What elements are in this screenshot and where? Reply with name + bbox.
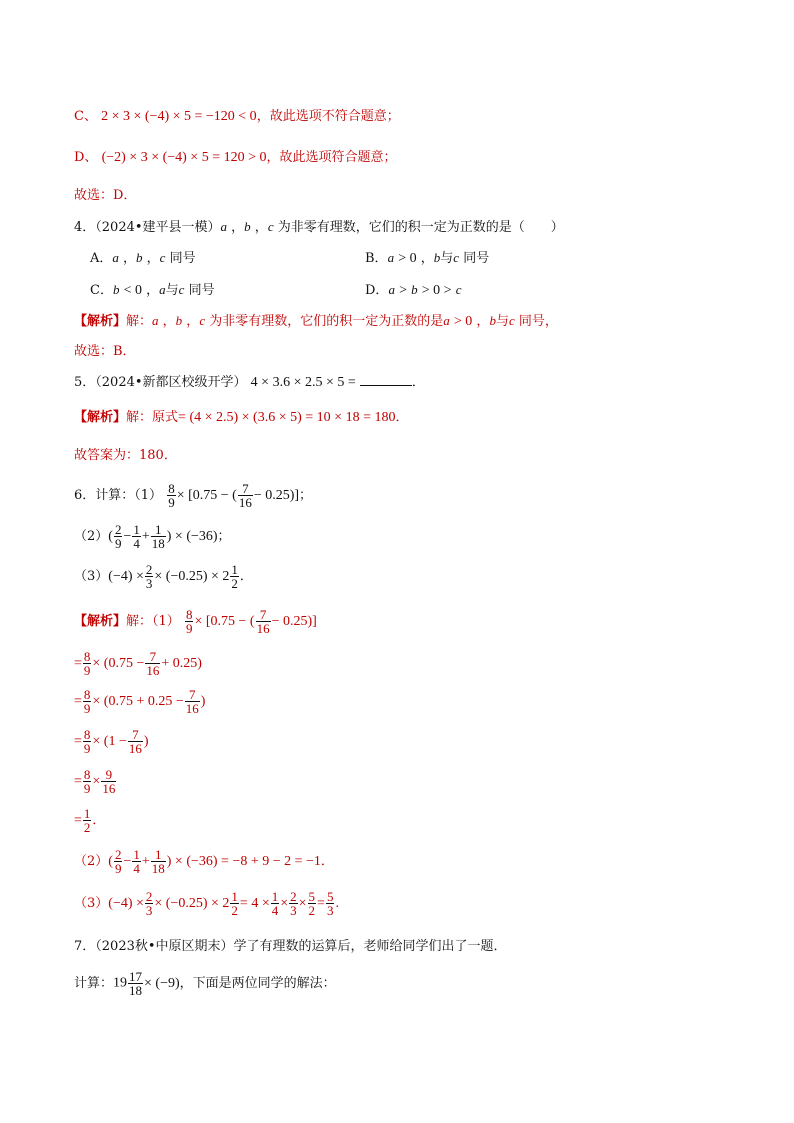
q4-solution: 【解析】解：a ，b ，c 为非零有理数，它们的积一定为正数的是a > 0 ，b与c 同号， <box>74 313 558 329</box>
d-expression: (−2) × 3 × (−4) × 5 = 120 > 0 <box>101 150 267 165</box>
q6-step2: = $\frac{8}{9}$ × (0.75 + 0.25 − $\frac{7}{16}$ ) <box>74 687 206 716</box>
question-7-calc: 计算：19 $\frac{17}{18}$ × (−9)，下面是两位同学的解法： <box>74 969 336 998</box>
answer-q3: 故选：D． <box>74 188 137 203</box>
question-6-part3: （3）(−4) × $\frac{2}{3}$ × (−0.25) × 2 $\frac{1}{2}$ ． <box>74 562 253 591</box>
question-7-stem: 7．（2023秋•中原区期末）学了有理数的运算后，老师给同学们出了一题． <box>74 939 507 954</box>
q4-option-a: A．a ，b ，c 同号 <box>90 250 196 266</box>
question-6-part1: 6．计算：（1） $\frac{8}{9}$ × [0.75 − ( $\frac{7}{16}$ − 0.25)]； <box>74 481 313 510</box>
q6-solution-part2: （2）( $\frac{2}{9}$ − $\frac{1}{4}$ + $\frac{1}{18}$ ) × (−36) = −8 + 9 − 2 = −1． <box>74 847 334 876</box>
q4-option-d: D．a > b > 0 > c <box>365 282 462 298</box>
q6-solution-part3: （3）(−4) × $\frac{2}{3}$ × (−0.25) × 2 $\frac{1}{2}$ = 4 × $\frac{1}{4}$ × $\frac{2}{3}$ × $\frac{5}{2}$ = $\frac{5}{3}$ . <box>74 889 339 918</box>
solution-d-line: D、 (−2) × 3 × (−4) × 5 = 120 > 0，故此选项符合题意； <box>74 150 397 165</box>
q6-step4: = $\frac{8}{9}$ × $\frac{9}{16}$ <box>74 767 116 796</box>
q6-step3: = $\frac{8}{9}$ × (1 − $\frac{7}{16}$ ) <box>74 727 149 756</box>
q5-solution: 【解析】解：原式= (4 × 2.5) × (3.6 × 5) = 10 × 18 = 180． <box>74 410 409 425</box>
q4-option-c: C．b < 0 ，a与c 同号 <box>90 282 215 298</box>
c-expression: 2 × 3 × (−4) × 5 = −120 < 0 <box>101 109 257 124</box>
q6-solution-part1: 【解析】解：（1） $\frac{8}{9}$ × [0.75 − ( $\frac{7}{16}$ − 0.25)] <box>74 607 317 636</box>
question-5-stem: 5．（2024•新都区校级开学） 4 × 3.6 × 2.5 × 5 = ． <box>74 375 425 390</box>
answer-q5: 故答案为：180． <box>74 448 177 463</box>
q4-option-b: B．a > 0 ，b与c 同号 <box>365 250 490 266</box>
question-6-part2: （2）( $\frac{2}{9}$ − $\frac{1}{4}$ + $\frac{1}{18}$ ) × (−36)； <box>74 522 231 551</box>
solution-c-line: C、 2 × 3 × (−4) × 5 = −120 < 0，故此选项不符合题意； <box>74 109 400 124</box>
question-4-stem: 4．（2024•建平县一模）a ，b ，c 为非零有理数，它们的积一定为正数的是（ ） <box>74 219 564 235</box>
q6-step5: = $\frac{1}{2}$ ． <box>74 806 106 835</box>
answer-blank[interactable] <box>360 373 412 386</box>
answer-q4: 故选：B． <box>74 344 136 359</box>
q6-step1: = $\frac{8}{9}$ × (0.75 − $\frac{7}{16}$ + 0.25) <box>74 649 202 678</box>
